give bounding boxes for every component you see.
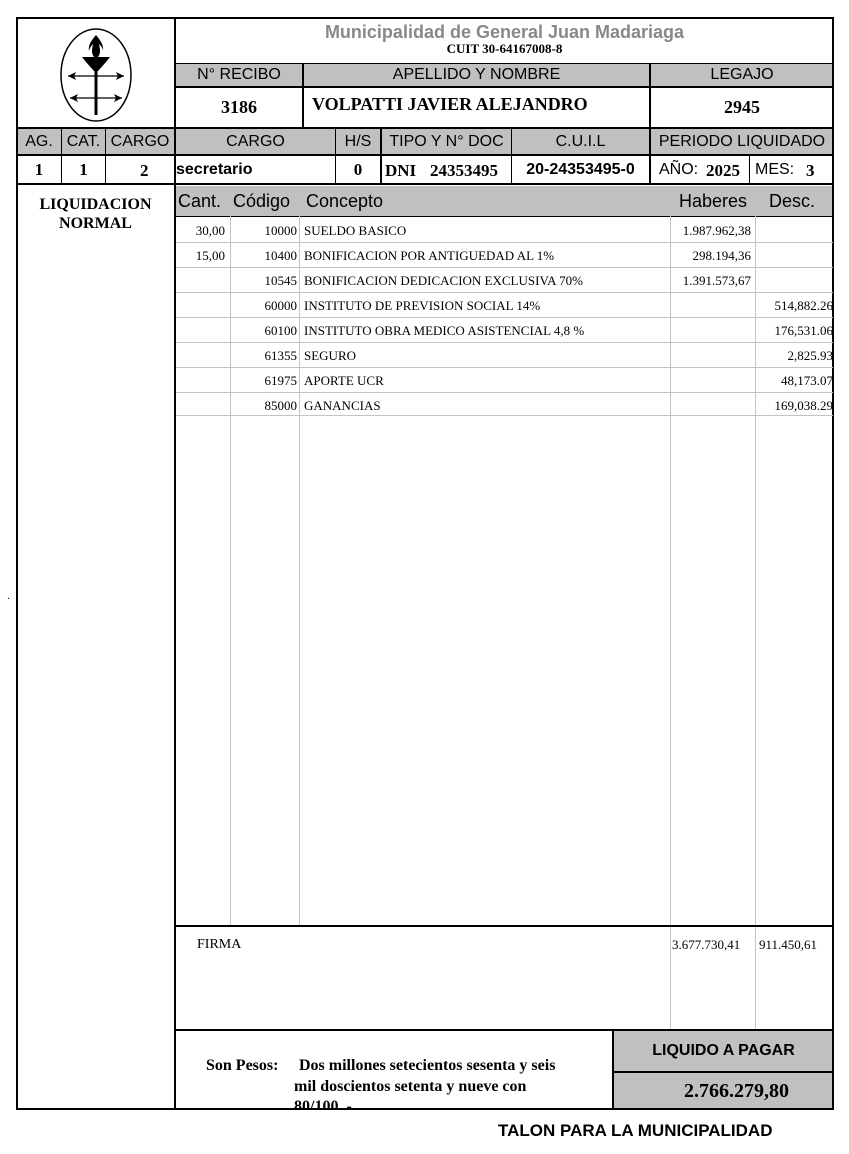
cell-codigo: 60000 — [264, 298, 297, 313]
cell-concepto: BONIFICACION POR ANTIGUEDAD AL 1% — [304, 248, 555, 263]
ag-value: 1 — [34, 160, 44, 179]
table-row — [176, 318, 833, 343]
cell-cant: 15,00 — [195, 248, 225, 263]
ag-label: AG. — [25, 133, 53, 150]
cell-codigo: 61975 — [264, 373, 297, 388]
cell-codigo: 10000 — [264, 223, 297, 238]
cargo-label: CARGO — [226, 133, 285, 150]
cell-concepto: SUELDO BASICO — [304, 223, 407, 238]
doc-tipo: DNI — [385, 161, 417, 180]
firma-label: FIRMA — [197, 937, 242, 952]
liquidacion-type-line2: NORMAL — [59, 215, 132, 232]
cell-desc: 169,038.29 — [774, 398, 833, 413]
liquidacion-type-line1: LIQUIDACION — [39, 196, 152, 213]
table-row — [176, 393, 833, 418]
recibo-label: N° RECIBO — [197, 66, 281, 83]
hs-label: H/S — [344, 133, 372, 150]
anio-value: 2025 — [706, 161, 740, 180]
cargo-value: secretario — [176, 161, 253, 178]
legajo-number: 2945 — [724, 97, 760, 117]
cuil-value: 20-24353495-0 — [526, 161, 635, 178]
col-cant-header: Cant. — [178, 191, 222, 211]
cell-codigo: 85000 — [264, 398, 297, 413]
table-row — [176, 243, 833, 268]
cell-codigo: 60100 — [264, 323, 297, 338]
org-cuit: CUIT 30-64167008-8 — [446, 41, 563, 56]
liquidacion-type — [17, 195, 174, 233]
son-pesos-label: Son Pesos: — [206, 1057, 279, 1074]
stray-mark: . — [7, 588, 10, 602]
cat-label: CAT. — [66, 133, 101, 150]
total-desc: 911.450,61 — [759, 937, 818, 952]
cargo-num-label: CARGO — [110, 133, 170, 150]
cell-concepto: BONIFICACION DEDICACION EXCLUSIVA 70% — [304, 273, 583, 288]
col-desc-header: Desc. — [769, 191, 816, 211]
cell-codigo: 10400 — [264, 248, 297, 263]
total-haberes: 3.677.730,41 — [672, 937, 741, 952]
liquido-label: LIQUIDO A PAGAR — [652, 1042, 795, 1059]
cell-desc: 48,173.07 — [781, 373, 833, 388]
cell-cant: 30,00 — [195, 223, 225, 238]
cell-concepto: INSTITUTO OBRA MEDICO ASISTENCIAL 4,8 % — [304, 323, 585, 338]
cell-concepto: GANANCIAS — [304, 398, 381, 413]
anio-label: AÑO: — [659, 161, 699, 178]
cell-haberes: 1.391.573,67 — [682, 273, 751, 288]
table-row — [176, 368, 833, 393]
tipo-doc-label: TIPO Y N° DOC — [389, 133, 504, 150]
doc-number: 24353495 — [430, 161, 498, 180]
hs-value: 0 — [353, 160, 363, 179]
table-row — [176, 293, 833, 318]
son-pesos-line1: Dos millones setecientos sesenta y seis — [299, 1057, 556, 1074]
mes-label: MES: — [755, 161, 795, 178]
cell-codigo: 61355 — [264, 348, 297, 363]
table-row — [176, 343, 833, 368]
cell-concepto: SEGURO — [304, 348, 357, 363]
liquido-value: 2.766.279,80 — [684, 1079, 789, 1102]
cell-haberes: 1.987.962,38 — [682, 223, 751, 238]
cell-haberes: 298.194,36 — [692, 248, 751, 263]
recibo-number: 3186 — [221, 97, 257, 117]
cargo-num-value: 2 — [140, 161, 149, 180]
table-row — [176, 218, 833, 243]
municipal-logo-icon — [58, 27, 134, 124]
cell-desc: 176,531.06 — [774, 323, 833, 338]
col-concepto-header: Concepto — [306, 191, 384, 211]
son-pesos-line2: mil doscientos setenta y nueve con — [294, 1078, 527, 1095]
col-codigo-header: Código — [233, 191, 291, 211]
nombre-label: APELLIDO Y NOMBRE — [392, 66, 561, 83]
cuil-label: C.U.I.L — [555, 133, 606, 150]
org-name: Municipalidad de General Juan Madariaga — [324, 22, 685, 42]
cell-concepto: INSTITUTO DE PREVISION SOCIAL 14% — [304, 298, 541, 313]
employee-name: VOLPATTI JAVIER ALEJANDRO — [312, 94, 588, 114]
cell-concepto: APORTE UCR — [304, 373, 384, 388]
cat-value: 1 — [79, 160, 88, 179]
legajo-label: LEGAJO — [710, 66, 774, 83]
cell-desc: 2,825.93 — [787, 348, 833, 363]
mes-value: 3 — [806, 161, 815, 180]
cell-codigo: 10545 — [264, 273, 297, 288]
son-pesos-line3: 80/100 .- — [294, 1098, 352, 1110]
footer-label: TALON PARA LA MUNICIPALIDAD — [498, 1121, 773, 1140]
table-row — [176, 268, 833, 293]
periodo-label: PERIODO LIQUIDADO — [658, 133, 826, 150]
cell-desc: 514,882.26 — [774, 298, 833, 313]
col-haberes-header: Haberes — [679, 191, 748, 211]
